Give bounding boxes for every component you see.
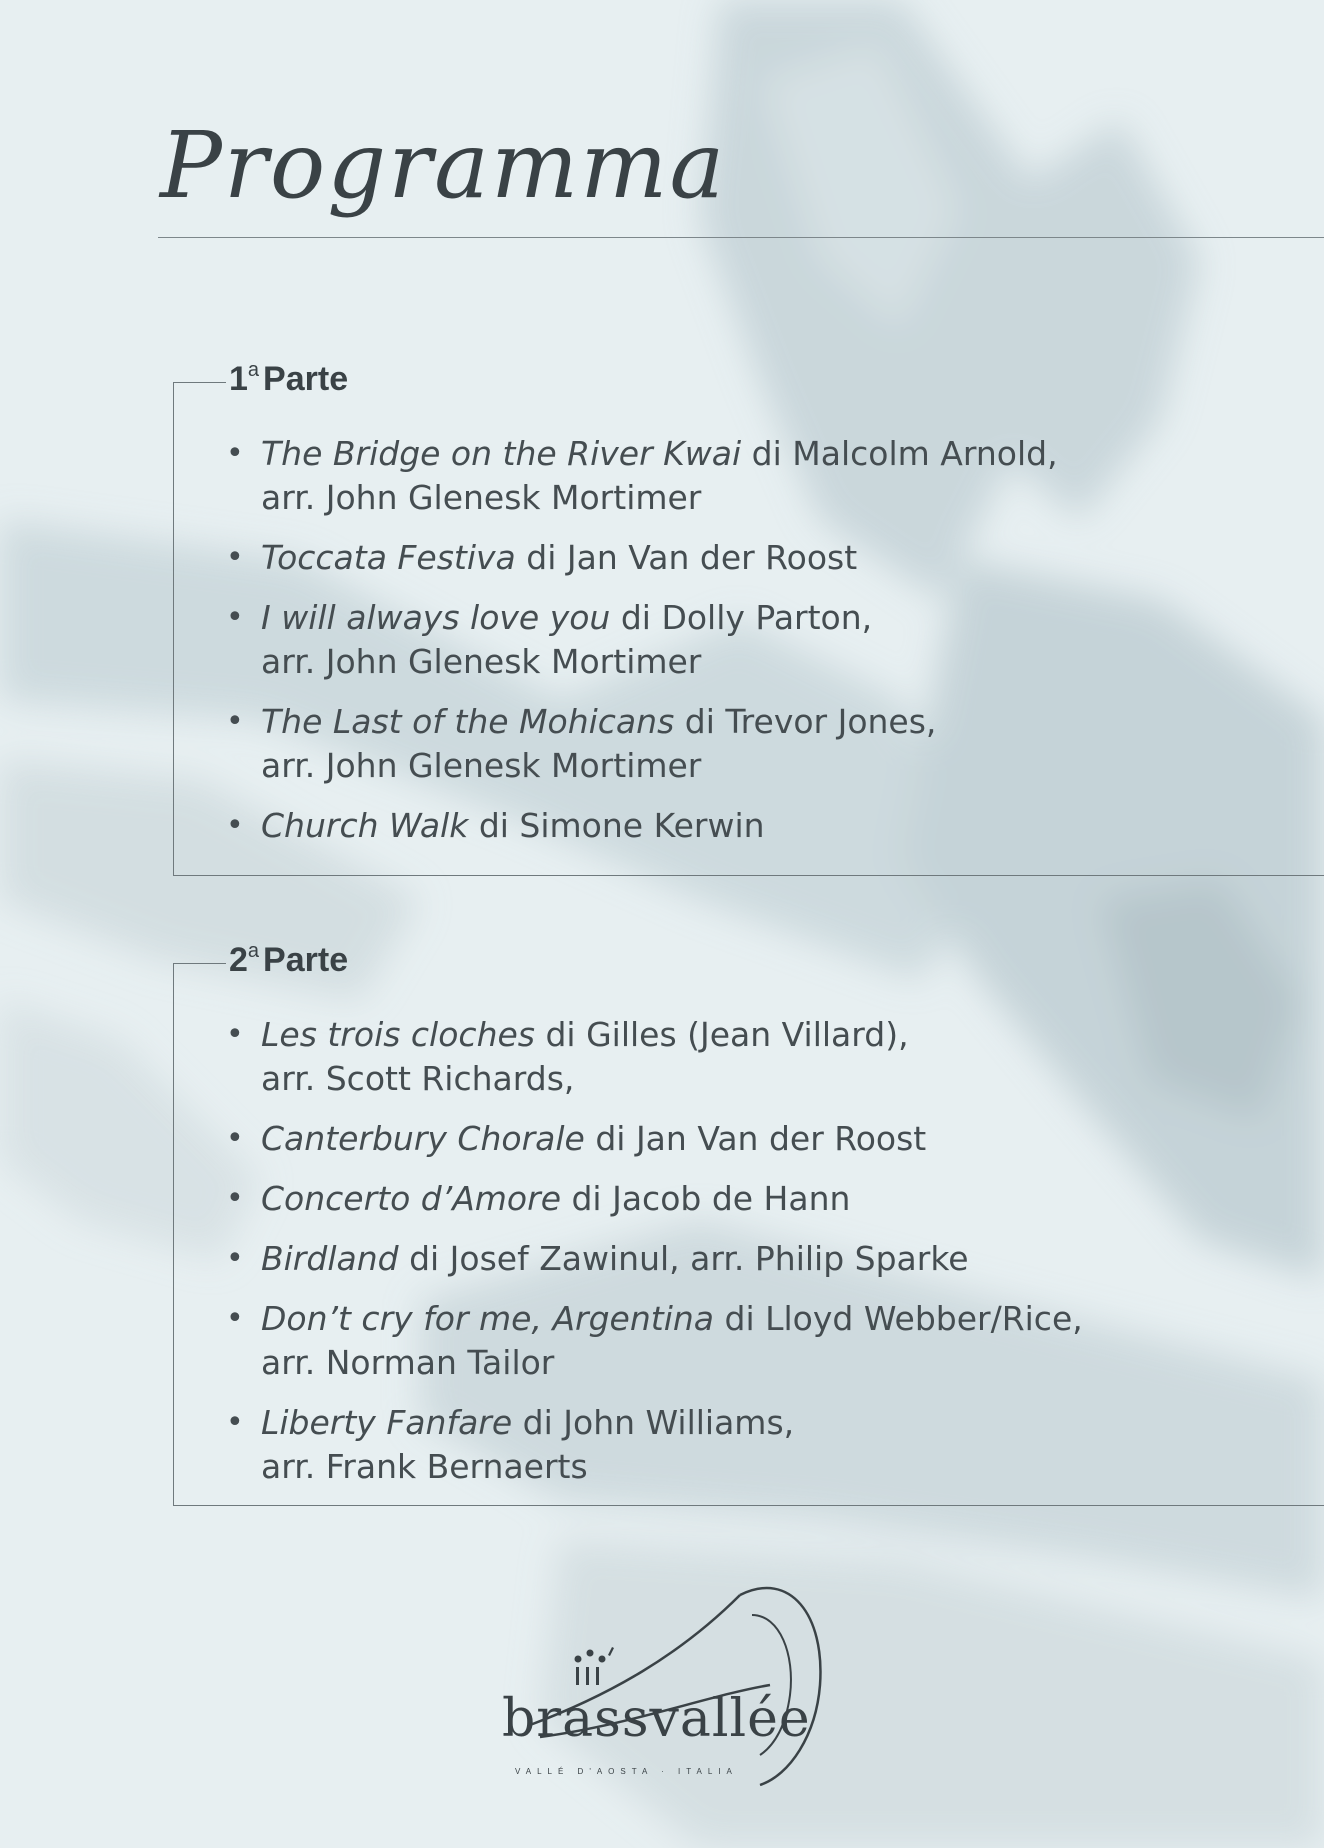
part-number: 2 [229,941,248,979]
list-item [226,1177,1276,1221]
logo-tagline: VALLÉ D'AOSTA · ITALIA [515,1767,738,1776]
work-credit: di Dolly Parton, [610,598,873,637]
list-item [226,432,1276,520]
section-bracket-tick [174,963,226,964]
list-item [226,596,1276,684]
work-title: The Bridge on the River Kwai [261,434,742,473]
work-credit: di Simone Kerwin [468,806,765,845]
part-label: Parte [263,360,349,398]
list-item [226,1117,1276,1161]
part-2-heading [229,941,348,977]
title-divider [158,237,1324,238]
work-title: I will always love you [261,598,611,637]
work-credit: di Gilles (Jean Villard), [534,1015,909,1054]
part-2-piece-list [226,1013,1276,1505]
work-credit: di Malcolm Arnold, [741,434,1058,473]
work-credit: di Lloyd Webber/Rice, [714,1299,1083,1338]
work-title: Toccata Festiva [261,538,516,577]
work-credit: di Josef Zawinul, arr. Philip Sparke [398,1239,969,1278]
work-title: Canterbury Chorale [261,1119,585,1158]
part-1-piece-list [226,432,1276,864]
part-superscript: a [247,940,260,962]
work-credit: di John Williams, [512,1403,795,1442]
work-credit: di Jan Van der Roost [584,1119,927,1158]
work-title: Birdland [261,1239,399,1278]
work-arranger: arr. Scott Richards, [261,1059,575,1098]
work-arranger: arr. John Glenesk Mortimer [261,642,702,681]
part-number: 1 [229,360,248,398]
list-item [226,536,1276,580]
part-2-section [173,940,1324,1506]
part-label: Parte [263,941,349,979]
list-item [226,1297,1276,1385]
list-item [226,1013,1276,1101]
list-item [226,804,1276,848]
part-1-section [173,359,1324,876]
work-title: Church Walk [261,806,469,845]
work-title: Liberty Fanfare [261,1403,513,1442]
list-item [226,1237,1276,1281]
section-bracket-tick [174,382,226,383]
work-arranger: arr. John Glenesk Mortimer [261,746,702,785]
part-superscript: a [247,359,260,381]
logo-wordmark: brassvallée [502,1689,811,1749]
work-title: Les trois cloches [261,1015,535,1054]
work-arranger: arr. John Glenesk Mortimer [261,478,702,517]
list-item [226,1401,1276,1489]
page-title: Programma [160,112,727,219]
work-credit: di Jacob de Hann [561,1179,851,1218]
work-arranger: arr. Norman Tailor [261,1343,555,1382]
work-credit: di Jan Van der Roost [515,538,858,577]
work-arranger: arr. Frank Bernaerts [261,1447,588,1486]
list-item [226,700,1276,788]
work-title: Concerto d’Amore [261,1179,561,1218]
work-title: The Last of the Mohicans [261,702,675,741]
work-credit: di Trevor Jones, [674,702,937,741]
work-title: Don’t cry for me, Argentina [261,1299,715,1338]
part-1-heading [229,360,348,396]
